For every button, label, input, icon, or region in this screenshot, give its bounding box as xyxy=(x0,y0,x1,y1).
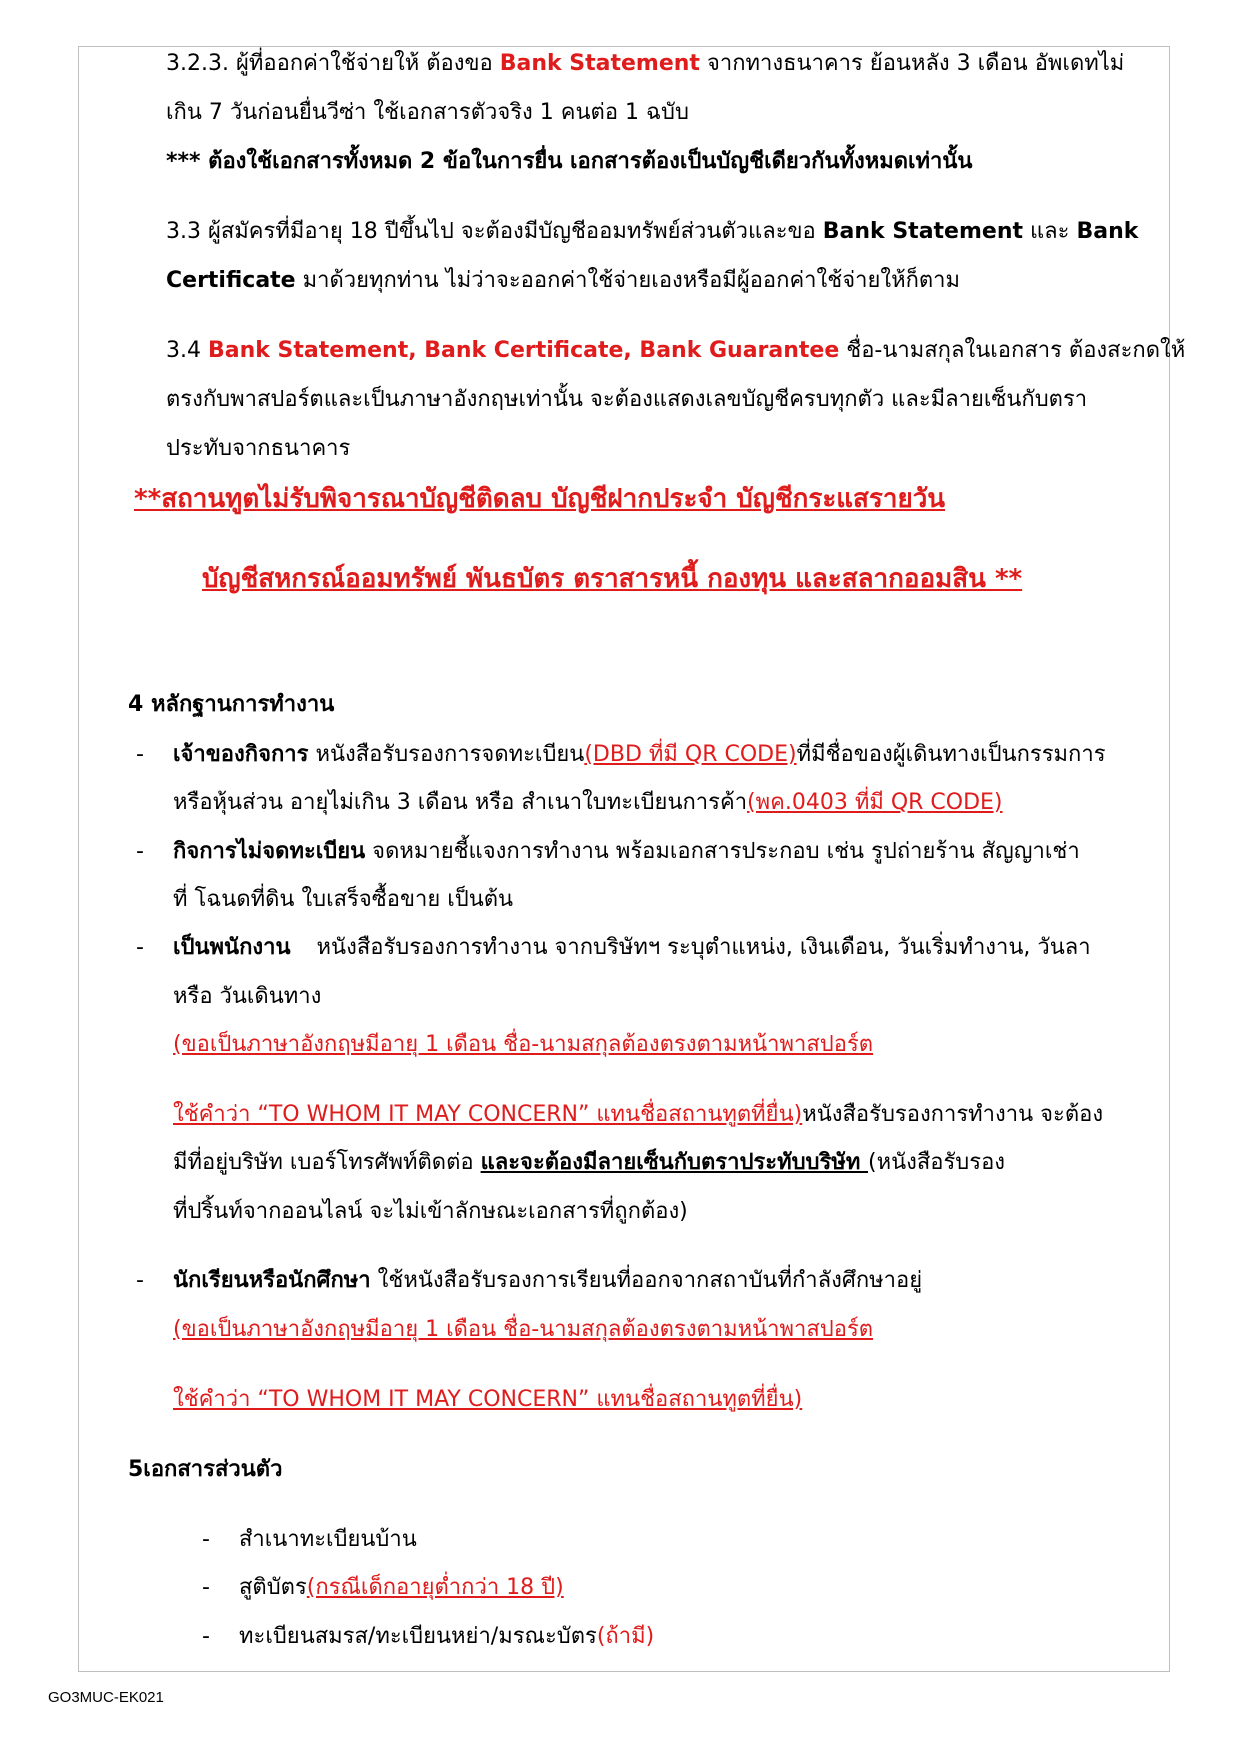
bullet-dash: - xyxy=(202,1527,210,1552)
employee-line2: หรือ วันเดินทาง xyxy=(173,984,322,1009)
owner-line2: หรือหุ้นส่วน อายุไม่เกิน 3 เดือน หรือ สำเนาใบทะเบียนการค้า(พค.0403 ที่มี QR CODE) xyxy=(173,790,1003,815)
notice-line2: บัญชีสหกรณ์ออมทรัพย์ พันธบัตร ตราสารหนี้ กองทุน และสลากออมสิน ** xyxy=(202,564,1023,594)
bullet-dash: - xyxy=(136,935,144,960)
sec5-heading: 5เอกสารส่วนตัว xyxy=(128,1457,283,1482)
student-line1: นักเรียนหรือนักศึกษา ใช้หนังสือรับรองการเรียนที่ออกจากสถาบันที่กำลังศึกษาอยู่ xyxy=(173,1268,923,1293)
doc-item: ทะเบียนสมรส/ทะเบียนหย่า/มรณะบัตร(ถ้ามี) xyxy=(239,1624,655,1649)
doc-item: สำเนาทะเบียนบ้าน xyxy=(239,1527,417,1552)
employee-line1: เป็นพนักงาน หนังสือรับรองการทำงาน จากบริษัทฯ ระบุตำแหน่ง, เงินเดือน, วันเริ่มทำงาน, วันลา xyxy=(173,935,1091,960)
sec34-line3: ประทับจากธนาคาร xyxy=(166,436,351,461)
bullet-dash: - xyxy=(202,1575,210,1600)
student-line2: (ขอเป็นภาษาอังกฤษมีอายุ 1 เดือน ชื่อ-นามสกุลต้องตรงตามหน้าพาสปอร์ต xyxy=(173,1317,874,1342)
bullet-dash: - xyxy=(136,839,144,864)
doc-item: สูติบัตร(กรณีเด็กอายุต่ำกว่า 18 ปี) xyxy=(239,1575,564,1600)
employee-line5: มีที่อยู่บริษัท เบอร์โทรศัพท์ติดต่อ และจะต้องมีลายเซ็นกับตราประทับบริษัท (หนังสือรับรอง xyxy=(173,1150,1006,1175)
bullet-dash: - xyxy=(136,1268,144,1293)
owner-line1: เจ้าของกิจการ หนังสือรับรองการจดทะเบียน(DBD ที่มี QR CODE)ที่มีชื่อของผู้เดินทางเป็นกรรมการ xyxy=(173,742,1106,767)
sec4-heading: 4 หลักฐานการทำงาน xyxy=(128,692,335,717)
employee-line3: (ขอเป็นภาษาอังกฤษมีอายุ 1 เดือน ชื่อ-นามสกุลต้องตรงตามหน้าพาสปอร์ต xyxy=(173,1032,874,1057)
sec323-line1: 3.2.3. ผู้ที่ออกค่าใช้จ่ายให้ ต้องขอ Bank Statement จากทางธนาคาร ย้อนหลัง 3 เดือน อัพเดทไม่ xyxy=(166,51,1125,76)
sec33-line1: 3.3 ผู้สมัครที่มีอายุ 18 ปีขึ้นไป จะต้องมีบัญชีออมทรัพย์ส่วนตัวและขอ Bank Statement และ Bank xyxy=(166,219,1139,244)
sec323-note: *** ต้องใช้เอกสารทั้งหมด 2 ข้อในการยื่น เอกสารต้องเป็นบัญชีเดียวกันทั้งหมดเท่านั้น xyxy=(166,149,973,174)
sec323-line2: เกิน 7 วันก่อนยื่นวีซ่า ใช้เอกสารตัวจริง 1 คนต่อ 1 ฉบับ xyxy=(166,100,689,125)
employee-line6: ที่ปริ้นท์จากออนไลน์ จะไม่เข้าลักษณะเอกสารที่ถูกต้อง) xyxy=(173,1199,688,1224)
bullet-dash: - xyxy=(202,1624,210,1649)
bullet-dash: - xyxy=(136,742,144,767)
notice-line1: **สถานทูตไม่รับพิจารณาบัญชีติดลบ บัญชีฝากประจำ บัญชีกระแสรายวัน xyxy=(134,484,946,514)
document-code: GO3MUC-EK021 xyxy=(48,1689,164,1706)
sec34-line2: ตรงกับพาสปอร์ตและเป็นภาษาอังกฤษเท่านั้น จะต้องแสดงเลขบัญชีครบทุกตัว และมีลายเซ็นกับตรา xyxy=(166,387,1088,412)
student-line3: ใช้คำว่า “TO WHOM IT MAY CONCERN” แทนชื่อสถานทูตที่ยื่น) xyxy=(173,1387,803,1412)
unregistered-line1: กิจการไม่จดทะเบียน จดหมายชี้แจงการทำงาน พร้อมเอกสารประกอบ เช่น รูปถ่ายร้าน สัญญาเช่า xyxy=(173,839,1080,864)
unregistered-line2: ที่ โฉนดที่ดิน ใบเสร็จซื้อขาย เป็นต้น xyxy=(173,887,514,912)
employee-line4: ใช้คำว่า “TO WHOM IT MAY CONCERN” แทนชื่อสถานทูตที่ยื่น)หนังสือรับรองการทำงาน จะต้อง xyxy=(173,1102,1104,1127)
sec33-line2: Certificate มาด้วยทุกท่าน ไม่ว่าจะออกค่าใช้จ่ายเองหรือมีผู้ออกค่าใช้จ่ายให้ก็ตาม xyxy=(166,268,961,293)
sec34-line1: 3.4 Bank Statement, Bank Certificate, Bank Guarantee ชื่อ-นามสกุลในเอกสาร ต้องสะกดให้ xyxy=(166,338,1186,363)
